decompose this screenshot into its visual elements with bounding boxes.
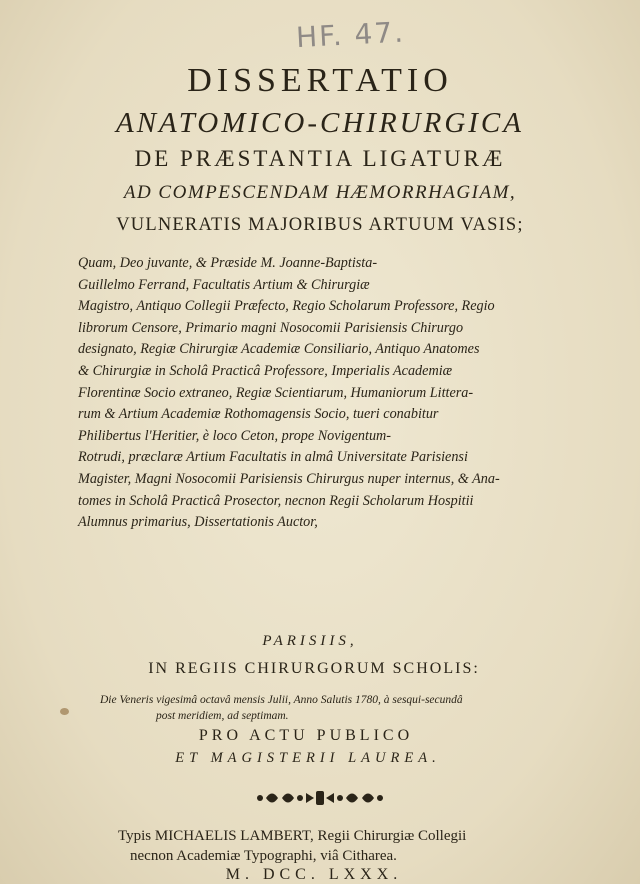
paragraph-line: Philibertus l'Heritier, è loco Ceton, prope Novigentum-: [78, 427, 392, 444]
imprint-line-1: Typis MICHAELIS LAMBERT, Regii Chirurgiæ Collegii: [118, 828, 467, 844]
title-dissertatio: DISSERTATIO: [187, 62, 453, 99]
date-block: [100, 692, 600, 724]
imprint-block: [118, 826, 618, 866]
date-line-1: Die Veneris vigesimâ octavâ mensis Julii, Anno Salutis 1780, à sesqui-secundâ: [100, 694, 463, 706]
title-ad-compescendam: AD COMPESCENDAM HÆMORRHAGIAM,: [123, 182, 517, 203]
place-parisiis: PARISIIS,: [262, 633, 358, 649]
publication-year: M. DCC. LXXX.: [225, 866, 403, 883]
purpose-line-2: ET MAGISTERII LAUREA.: [175, 750, 441, 766]
paragraph-line: Alumnus primarius, Dissertationis Auctor,: [78, 514, 318, 531]
paragraph-line: Quam, Deo juvante, & Præside M. Joanne-Baptista-: [78, 255, 378, 271]
paragraph-line: & Chirurgiæ in Scholâ Practicâ Professore, Imperialis Academiæ: [78, 362, 453, 379]
date-line-2: post meridiem, ad septimam.: [156, 710, 289, 722]
ink-stain: [60, 708, 69, 715]
pencil-shelfmark: HF. 47.: [295, 15, 406, 55]
paragraph-line: Guillelmo Ferrand, Facultatis Artium & Chirurgiæ: [78, 276, 370, 293]
printers-ornament-icon: [250, 787, 390, 809]
title-anatomico-chirurgica: ANATOMICO-CHIRURGICA: [116, 107, 524, 139]
dedication-paragraph: [78, 253, 598, 534]
paragraph-line: Rotrudi, præclaræ Artium Facultatis in almâ Universitate Parisiensi: [78, 449, 468, 466]
paragraph-line: Magister, Magni Nosocomii Parisiensis Chirurgus nuper internus, & Ana-: [78, 470, 500, 487]
venue-line: IN REGIIS CHIRURGORUM SCHOLIS:: [148, 660, 480, 677]
title-de-praestantia: DE PRÆSTANTIA LIGATURÆ: [134, 146, 506, 171]
paragraph-line: tomes in Scholâ Practicâ Prosector, necnon Regii Scholarum Hospitii: [78, 492, 474, 509]
paragraph-line: Florentinæ Socio extraneo, Regiæ Scientiarum, Humaniorum Littera-: [78, 384, 474, 401]
paragraph-line: librorum Censore, Primario magni Nosocomii Parisiensis Chirurgo: [78, 319, 464, 336]
paragraph-line: designato, Regiæ Chirurgiæ Academiæ Consiliario, Antiquo Anatomes: [78, 341, 480, 358]
paragraph-line: Magistro, Antiquo Collegii Præfecto, Regio Scholarum Professore, Regio: [78, 298, 495, 315]
paragraph-line: rum & Artium Academiæ Rothomagensis Socio, tueri conabitur: [78, 406, 439, 423]
title-vulneratis: VULNERATIS MAJORIBUS ARTUUM VASIS;: [116, 215, 524, 235]
purpose-line-1: PRO ACTU PUBLICO: [198, 727, 414, 744]
imprint-line-2: necnon Academiæ Typographi, viâ Citharea.: [130, 848, 397, 864]
